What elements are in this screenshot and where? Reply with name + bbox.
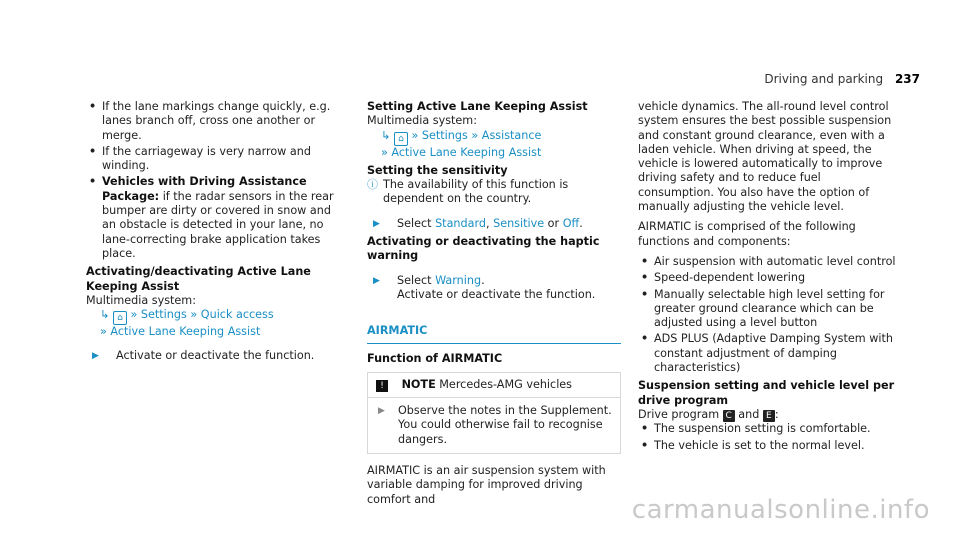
info-note <box>367 178 621 207</box>
instruction-step: ▶ Activate or deactivate the function. <box>86 349 348 363</box>
chevron-right-icon: » <box>471 128 479 142</box>
instruction-step <box>367 274 621 303</box>
step-text: , <box>485 216 494 230</box>
path-item[interactable]: Settings <box>421 128 468 142</box>
section-heading: Function of AIRMATIC <box>367 351 503 365</box>
list-item-text: if the radar sensors in the rear bumper are dirty or covered in snow and an obstacle is detected in your lane, no lane-correcting brake application takes place. <box>102 189 334 260</box>
paragraph: AIRMATIC is an air suspension system with variable damping for improved driving comfort and <box>367 464 606 506</box>
option-sensitive[interactable]: Sensitive <box>493 216 545 230</box>
menu-path <box>86 308 348 339</box>
page-number: 237 <box>894 72 920 86</box>
drive-program-line <box>638 408 898 422</box>
drive-program-c-icon: C <box>723 410 735 422</box>
section-heading: Activating/deactivating Active Lane Keeping Assist <box>86 265 311 293</box>
page-header <box>764 72 920 86</box>
step-text: . <box>481 273 485 287</box>
chevron-right-icon: » <box>100 325 107 339</box>
option-standard[interactable]: Standard <box>435 216 486 230</box>
note-box <box>367 372 621 454</box>
option-off[interactable]: Off <box>562 216 580 230</box>
path-item[interactable]: Active Lane Keeping Assist <box>391 145 542 159</box>
text: and <box>734 407 763 421</box>
paragraph: vehicle dynamics. The all-round level control system ensures the best possible suspension and constant ground clearance, even with a laden vehicle. When driving at speed, the vehicle is lowered automatically to improve driving safety and to reduce fuel consumption. You also have the option of manually adjusting the vehicle level. <box>638 100 892 214</box>
step-text: . <box>579 216 583 230</box>
list-item: • ADS PLUS (Adaptive Damping System with constant adjustment of damping characteristics) <box>638 332 898 375</box>
note-label: NOTE <box>401 377 436 391</box>
path-item[interactable]: Assistance <box>481 128 542 142</box>
info-text: The availability of this function is dependent on the country. <box>383 178 569 206</box>
system-label: Multimedia system: <box>367 114 477 128</box>
list-item: • Air suspension with automatic level control <box>638 255 898 269</box>
watermark: carmanualsonline.info <box>631 495 930 525</box>
chevron-right-icon: » <box>190 308 198 322</box>
path-item[interactable]: Quick access <box>200 308 274 322</box>
home-icon: ⌂ <box>394 132 408 146</box>
step-text: or <box>544 216 563 230</box>
note-body: ▶ Observe the notes in the Supplement. You could otherwise fail to recognise dangers. <box>368 398 620 453</box>
step-text: Select <box>397 216 436 230</box>
chevron-right-icon: » <box>411 128 419 142</box>
path-item[interactable]: Active Lane Keeping Assist <box>110 325 261 339</box>
return-arrow-icon: ↳ <box>381 128 391 142</box>
column-3 <box>638 100 898 455</box>
text: : <box>774 407 779 421</box>
section-heading: Suspension setting and vehicle level per drive program <box>638 379 895 407</box>
column-1 <box>86 100 348 368</box>
section-heading: Setting Active Lane Keeping Assist <box>367 100 588 113</box>
step-text: Select <box>397 273 436 287</box>
list-item: • If the carriageway is very narrow and winding. <box>86 145 348 174</box>
option-warning[interactable]: Warning <box>435 273 482 287</box>
column-2 <box>367 100 621 513</box>
section-title-airmatic: AIRMATIC <box>367 324 621 343</box>
paragraph: AIRMATIC is comprised of the following functions and components: <box>638 220 856 248</box>
sub-heading: Setting the sensitivity <box>367 163 508 177</box>
list-item: • The vehicle is set to the normal level. <box>638 439 898 453</box>
chevron-right-icon: » <box>130 308 138 322</box>
section-title: Driving and parking <box>764 72 884 86</box>
chevron-right-icon: » <box>381 145 388 159</box>
note-title: Mercedes-AMG vehicles <box>439 377 573 391</box>
home-icon: ⌂ <box>113 311 127 325</box>
system-label: Multimedia system: <box>86 293 196 307</box>
list-item: • Manually selectable high level setting for greater ground clearance which can be adjusted using a level button <box>638 288 898 331</box>
list-item: • If the lane markings change quickly, e.g. lanes branch off, cross one another or merge. <box>86 100 348 143</box>
warning-icon: ! <box>376 380 388 392</box>
list-item: • Speed-dependent lowering <box>638 271 898 285</box>
list-item: • The suspension setting is comfortable. <box>638 422 898 436</box>
path-item[interactable]: Settings <box>140 308 187 322</box>
text: Drive program <box>638 407 723 421</box>
info-icon: ⓘ <box>367 178 378 192</box>
instruction-step <box>367 217 621 231</box>
drive-program-e-icon: E <box>763 410 775 422</box>
note-header <box>368 373 620 398</box>
menu-path <box>367 129 621 160</box>
sub-heading: Activating or deactivating the haptic warning <box>367 235 600 263</box>
list-item <box>86 175 348 261</box>
list-item-bold: Vehicles with Driving Assistance Package: <box>102 175 307 203</box>
return-arrow-icon: ↳ <box>100 308 110 322</box>
step-text: Activate or deactivate the function. <box>397 287 596 301</box>
